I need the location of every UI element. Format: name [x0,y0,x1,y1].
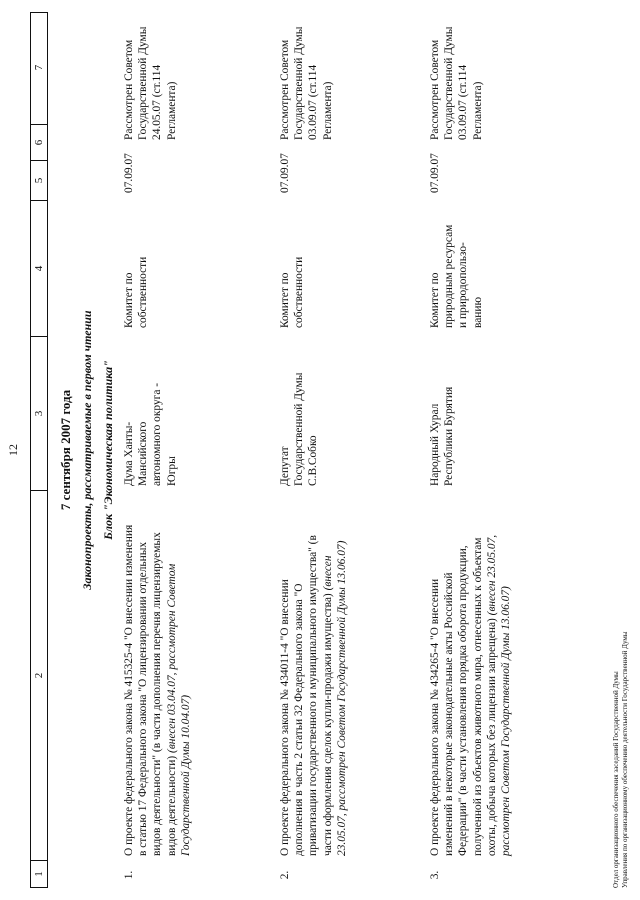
column-number: 7 [31,11,47,125]
consideration-date: 07.09.07 [279,153,291,193]
date-title: 7 сентября 2007 года [58,389,73,511]
column-number: 5 [31,161,47,201]
column-number: 1 [33,871,45,877]
bill-submission-note: (внесен 03.04.07, рассмотрен Советом Государственной Думы 10.04.07) [165,563,192,856]
column-number: 4 [31,201,47,337]
bill-title: О проекте федерального закона № 434011-4 "О внесении дополнения в часть 2 статьи 32 Федерального закона "О приватизации государственного и муниципального имущества" (в части оформления сделок купли-продажи имущества) [279,535,334,856]
bill-initiator: Дума Ханты-Мансийского автономного округа - Югры [123,382,178,486]
bill-description [428,524,513,856]
consideration-date: 07.09.07 [123,153,135,193]
bill-initiator: Депутат Государственной Думы С.В.Собко [279,372,320,486]
bill-submission-note: (внесен 23.05.07, рассмотрен Советом Государственной Думы 13.06.07) [321,540,348,856]
page-number: 12 [6,444,20,456]
bill-description [122,524,193,856]
footer-line: Управления по организационному обеспечению деятельности Государственной Думы [621,631,629,888]
bill-description [278,524,349,856]
block-title: Блок "Экономическая политика" [101,360,115,540]
footer [612,632,630,888]
council-note: Рассмотрен Советом Государственной Думы 03.09.07 (ст.114 Регламента) [429,26,484,140]
bill-title: О проекте федерального закона № 434265-4 "О внесении изменений в некоторые законодательные акты Российской Федерации" (в части установления порядка оборота продукции, полученной из объектов животного мира, отнесенных к объектам охоты, добыча которых без лицензии запрещена) [429,537,498,856]
responsible-committee: Комитет по собственности [279,256,306,328]
row-number: 3. [429,870,441,880]
responsible-committee: Комитет по собственности [123,256,150,328]
column-number: 3 [31,337,47,491]
bill-title: О проекте федерального закона № 415325-4 "О внесении изменения в статью 17 Федерального закона "О лицензировании отдельных видов деятельности" (в части дополнения перечня лицензируемых видов деятельности) [123,524,178,856]
council-note: Рассмотрен Советом Государственной Думы 24.05.07 (ст.114 Регламента) [123,26,178,140]
row-number: 2. [279,870,291,880]
responsible-committee: Комитет по природным ресурсам и природопользо-ванию [429,224,484,328]
column-number: 2 [31,491,47,861]
council-note: Рассмотрен Советом Государственной Думы 03.09.07 (ст.114 Регламента) [279,26,334,140]
bill-submission-note: (внесен 23.05.07, рассмотрен Советом Государственной Думы 13.06.07) [485,534,513,856]
row-number: 1. [123,870,135,880]
section-title: Законопроекты, рассматриваемые в первом чтении [80,310,94,590]
consideration-date: 07.09.07 [429,153,441,193]
column-number: 6 [31,125,47,161]
column-number-header [30,12,48,888]
bill-initiator: Народный Хурал Республики Бурятия [429,386,456,486]
footer-line: Отдел организационного обеспечения заседаний Государственной Думы [612,671,620,888]
